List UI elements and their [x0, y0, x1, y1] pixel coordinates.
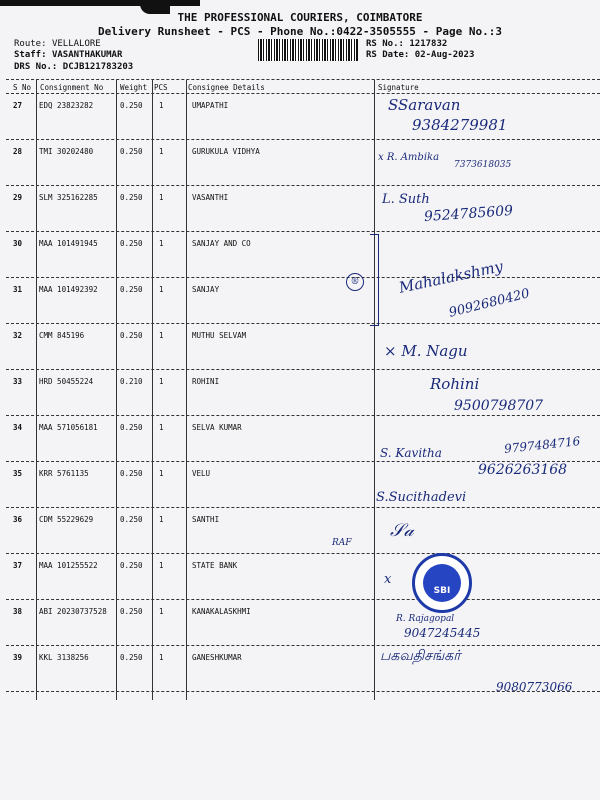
document-subtitle: Delivery Runsheet - PCS - Phone No.:0422-3505555 - Page No.:3	[98, 25, 502, 38]
bank-stamp	[412, 553, 472, 613]
divider	[6, 93, 600, 94]
row-sno: 32	[13, 331, 23, 340]
handwritten-phone: 9500798707	[454, 398, 544, 414]
handwritten-note: RAF	[332, 538, 352, 548]
row-divider	[6, 323, 600, 324]
col-header-weight: Weight	[120, 83, 148, 92]
signature: × M. Nagu	[384, 342, 468, 360]
row-pcs: 1	[159, 469, 164, 478]
row-pcs: 1	[159, 101, 164, 110]
signature: L. Suth	[382, 192, 430, 207]
row-consignment: CMM 845196	[39, 331, 85, 340]
column-rule	[116, 80, 117, 700]
column-rule	[186, 80, 187, 700]
column-rule	[374, 80, 375, 700]
row-divider	[6, 185, 600, 186]
row-weight: 0.250	[120, 607, 143, 616]
signature: S.Sucithadevi	[376, 490, 467, 505]
rs-date-value: 02-Aug-2023	[414, 50, 475, 60]
row-divider	[6, 553, 600, 554]
row-sno: 31	[13, 285, 23, 294]
handwritten-phone: 9524785609	[423, 202, 514, 226]
row-sno: 28	[13, 147, 23, 156]
row-divider	[6, 369, 600, 370]
row-sno: 27	[13, 101, 23, 110]
row-sno: 34	[13, 423, 23, 432]
route-value: VELLALORE	[51, 39, 101, 49]
row-pcs: 1	[159, 423, 164, 432]
row-consignee: STATE BANK	[192, 561, 238, 570]
handwritten-phone: 9626263168	[478, 462, 568, 478]
signature: x R. Ambika	[378, 152, 440, 163]
row-weight: 0.250	[120, 147, 143, 156]
row-consignee: VASANTHI	[192, 193, 229, 202]
rs-no-value: 1217832	[409, 39, 448, 49]
row-consignee: UMAPATHI	[192, 101, 229, 110]
rs-no-line	[366, 39, 447, 49]
row-consignment: MAA 101492392	[39, 285, 98, 294]
row-divider	[6, 139, 600, 140]
row-weight: 0.250	[120, 193, 143, 202]
scan-mark	[0, 0, 200, 6]
row-consignee: SANTHI	[192, 515, 220, 524]
row-pcs: 1	[159, 377, 164, 386]
signature: S. Kavitha	[380, 446, 442, 460]
row-divider	[6, 231, 600, 232]
signature: பகவதிசங்கர்	[380, 648, 461, 664]
row-pcs: 1	[159, 515, 164, 524]
row-consignee: SANJAY	[192, 285, 220, 294]
row-pcs: 1	[159, 561, 164, 570]
row-sno: 35	[13, 469, 23, 478]
row-consignee: MUTHU SELVAM	[192, 331, 247, 340]
rs-no-label: RS No.:	[366, 39, 404, 49]
row-pcs: 1	[159, 147, 164, 156]
signature: Rohini	[430, 375, 480, 393]
row-consignee: GANESHKUMAR	[192, 653, 242, 662]
row-divider	[6, 507, 600, 508]
row-weight: 0.250	[120, 561, 143, 570]
col-header-consignment: Consignment No	[40, 83, 104, 92]
signature: 𝒮𝒶	[390, 520, 414, 541]
row-sno: 29	[13, 193, 23, 202]
handwritten-phone: 9092680420	[447, 286, 532, 321]
col-header-pcs: PCS	[154, 83, 168, 92]
handwritten-phone: 9080773066	[496, 680, 573, 694]
row-weight: 0.250	[120, 469, 143, 478]
row-weight: 0.210	[120, 377, 143, 386]
circled-mark: ®	[346, 273, 364, 291]
row-weight: 0.250	[120, 101, 143, 110]
column-rule	[36, 80, 37, 700]
row-weight: 0.250	[120, 331, 143, 340]
row-sno: 37	[13, 561, 23, 570]
staff-label: Staff:	[14, 50, 47, 60]
signature: x	[384, 572, 392, 587]
row-divider	[6, 277, 600, 278]
staff-value: VASANTHAKUMAR	[51, 50, 123, 60]
row-consignment: EDQ 23823282	[39, 101, 94, 110]
route-label: Route:	[14, 39, 47, 49]
row-consignee: SANJAY AND CO	[192, 239, 251, 248]
row-consignment: CDM 55229629	[39, 515, 94, 524]
row-consignment: HRD 50455224	[39, 377, 94, 386]
route-line	[14, 39, 101, 49]
row-pcs: 1	[159, 193, 164, 202]
rs-date-line	[366, 50, 474, 60]
handwritten-phone: 9797484716	[503, 434, 581, 456]
handwritten-phone: 9384279981	[412, 116, 508, 134]
divider	[6, 79, 600, 80]
row-weight: 0.250	[120, 515, 143, 524]
col-header-sno: S No	[13, 83, 32, 92]
row-pcs: 1	[159, 239, 164, 248]
row-pcs: 1	[159, 653, 164, 662]
row-consignment: ABI 20230737528	[39, 607, 107, 616]
row-sno: 38	[13, 607, 23, 616]
stamp-text: SBI	[433, 586, 451, 596]
column-rule	[152, 80, 153, 700]
row-consignment: MAA 101255522	[39, 561, 98, 570]
staff-line	[14, 50, 122, 60]
stamp-logo	[423, 564, 461, 602]
drs-value: DCJB121783203	[62, 62, 134, 72]
row-pcs: 1	[159, 285, 164, 294]
row-consignment: KRR 5761135	[39, 469, 89, 478]
rs-date-label: RS Date:	[366, 50, 410, 60]
row-consignment: KKL 3138256	[39, 653, 89, 662]
col-header-signature: Signature	[378, 83, 419, 92]
row-weight: 0.250	[120, 285, 143, 294]
row-weight: 0.250	[120, 423, 143, 432]
bracket-mark	[370, 234, 379, 326]
row-sno: 30	[13, 239, 23, 248]
row-consignee: SELVA KUMAR	[192, 423, 242, 432]
document-title: THE PROFESSIONAL COURIERS, COIMBATORE	[177, 11, 423, 24]
row-divider	[6, 415, 600, 416]
row-consignment: SLM 325162285	[39, 193, 98, 202]
row-divider	[6, 645, 600, 646]
row-pcs: 1	[159, 607, 164, 616]
row-weight: 0.250	[120, 239, 143, 248]
signature: R. Rajagopal	[396, 614, 455, 624]
signature: Mahalakshmy	[397, 257, 505, 297]
row-consignment: TMI 30202480	[39, 147, 94, 156]
row-consignee: GURUKULA VIDHYA	[192, 147, 260, 156]
signature: SSaravan	[388, 96, 461, 114]
row-sno: 33	[13, 377, 23, 386]
col-header-consignee: Consignee Details	[188, 83, 265, 92]
barcode	[258, 39, 358, 61]
row-sno: 39	[13, 653, 23, 662]
row-consignment: MAA 101491945	[39, 239, 98, 248]
row-consignee: KANAKALASKHMI	[192, 607, 251, 616]
handwritten-phone: 7373618035	[454, 160, 512, 170]
row-consignee: ROHINI	[192, 377, 220, 386]
row-pcs: 1	[159, 331, 164, 340]
handwritten-phone: 9047245445	[404, 626, 481, 640]
row-consignee: VELU	[192, 469, 211, 478]
drs-label: DRS No.:	[14, 62, 58, 72]
drs-line	[14, 62, 133, 72]
row-consignment: MAA 571056181	[39, 423, 98, 432]
row-sno: 36	[13, 515, 23, 524]
row-weight: 0.250	[120, 653, 143, 662]
row-divider	[6, 599, 600, 600]
